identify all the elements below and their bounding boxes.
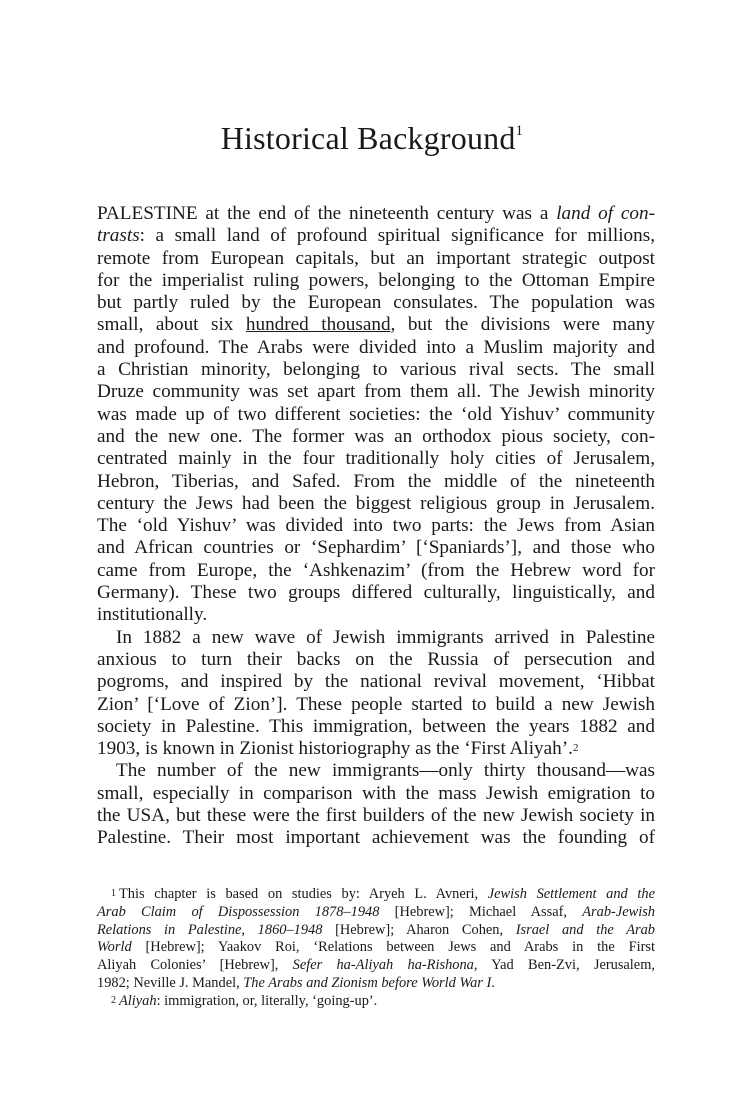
paragraph-2 — [97, 627, 655, 761]
text-run: at the end of the nineteenth century was a — [197, 203, 557, 224]
italic-phrase: The Arabs and Zionism before World War I — [243, 974, 492, 991]
chapter-title-text: Historical Background — [220, 120, 516, 156]
text-line: In 1882 a new wave of Jewish immigrants arrived in Palestine — [116, 626, 655, 648]
footnote-line — [97, 904, 655, 922]
italic-phrase: World — [97, 939, 132, 956]
text-line: remote from European capitals, but an important strategic outpost — [97, 247, 655, 269]
footnote-line — [97, 957, 655, 975]
text-line — [97, 314, 655, 336]
text-line — [97, 225, 655, 247]
text-line: and African countries or ‘Sephardim’ [‘Spaniards’], and those who — [97, 537, 655, 559]
footnotes — [97, 886, 655, 1011]
italic-phrase: Jewish Settlement and the — [487, 886, 655, 902]
footnote-2 — [97, 993, 655, 1011]
text-line: centrated mainly in the four traditionally holy cities of Jerusalem, — [97, 448, 655, 470]
footnote-mark: 1 — [111, 888, 116, 899]
text-run: [Hebrew]; Aharon Cohen, — [322, 921, 516, 938]
text-run: , but the divisions were many — [390, 314, 655, 336]
text-line — [97, 738, 655, 760]
italic-phrase: land of con- — [556, 203, 655, 224]
footnote-line — [97, 993, 655, 1011]
text-line: anxious to turn their backs on the Russia of persecution and — [97, 648, 655, 670]
text-line: The number of the new immigrants—only thirty thousand—was — [116, 760, 655, 782]
text-line: came from Europe, the ‘Ashkenazim’ (from the Hebrew word for — [97, 559, 655, 581]
text-line: Hebron, Tiberias, and Safed. From the middle of the nineteenth — [97, 470, 655, 492]
text-line: for the imperialist ruling powers, belonging to the Ottoman Empire — [97, 269, 655, 291]
italic-phrase: Arab Claim of Dispossession 1878–1948 — [97, 903, 380, 920]
italic-phrase: Israel and the Arab — [515, 921, 655, 938]
text-line: a Christian minority, belonging to various rival sects. The small — [97, 359, 655, 381]
italic-phrase: trasts — [97, 225, 140, 247]
title-footnote-mark: 1 — [515, 123, 524, 140]
italic-phrase: Aliyah — [119, 992, 157, 1009]
text-run: [Hebrew]; Yaakov Roi, ‘Relations between Jews and Arabs in the First — [131, 939, 655, 956]
text-run: small, about six — [97, 314, 246, 336]
text-line: and profound. The Arabs were divided into a Muslim majority and — [97, 336, 655, 358]
text-run: : a small land of profound spiritual significance for millions, — [139, 225, 655, 247]
footnote-line — [97, 886, 655, 904]
text-line: century the Jews had been the biggest religious group in Jerusalem. — [97, 492, 655, 514]
text-line: Zion’ [‘Love of Zion’]. These people started to build a new Jewish — [97, 693, 655, 715]
text-run: Aliyah Colonies’ [Hebrew], — [97, 957, 293, 974]
text-line: small, especially in comparison with the mass Jewish emigration to — [97, 782, 655, 804]
paragraph-3 — [97, 760, 655, 849]
footnote-line — [97, 922, 655, 940]
text-line: society in Palestine. This immigration, between the years 1882 and — [97, 715, 655, 737]
text-run: , Yad Ben-Zvi, Jerusalem, — [473, 957, 655, 974]
footnote-line — [97, 975, 655, 993]
text-line: the USA, but these were the first builders of the new Jewish society in — [97, 805, 655, 827]
italic-phrase: Sefer ha-Aliyah ha-Rishona — [292, 957, 474, 974]
footnote-1 — [97, 886, 655, 993]
text-run: 1982; Neville J. Mandel, — [97, 974, 244, 991]
text-line: but partly ruled by the European consulates. The population was — [97, 292, 655, 314]
text-run: 1903, is known in Zionist historiography as the ‘First Aliyah’. — [97, 738, 573, 760]
chapter-title — [0, 120, 744, 157]
text-line: was made up of two different societies: the ‘old Yishuv’ community — [97, 403, 655, 425]
text-line: Druze community was set apart from them all. The Jewish minority — [97, 381, 655, 403]
italic-phrase: Arab-Jewish — [582, 903, 655, 920]
text-line: Germany). These two groups differed culturally, linguistically, and — [97, 582, 655, 604]
text-line: The ‘old Yishuv’ was divided into two parts: the Jews from Asian — [97, 515, 655, 537]
text-run: This chapter is based on studies by: Aryeh L. Avneri, — [119, 886, 488, 902]
text-run: . — [491, 974, 495, 991]
main-text — [97, 203, 655, 850]
text-line: and the new one. The former was an orthodox pious society, con- — [97, 425, 655, 447]
text-line: pogroms, and inspired by the national revival movement, ‘Hibbat — [97, 671, 655, 693]
text-run: [Hebrew]; Michael Assaf, — [379, 903, 583, 920]
footnote-mark: 2 — [111, 994, 116, 1006]
footnote-ref: 2 — [572, 742, 579, 755]
text-run: : immigration, or, literally, ‘going-up’. — [156, 992, 378, 1009]
paragraph-1 — [97, 203, 655, 627]
text-line: institutionally. — [97, 604, 208, 626]
text-line: Palestine. Their most important achievement was the founding of — [97, 827, 655, 849]
footnote-line — [97, 939, 655, 957]
struck-phrase: hundred thousand — [245, 314, 391, 336]
text-line — [97, 203, 655, 225]
italic-phrase: Relations in Palestine, 1860–1948 — [97, 921, 323, 938]
small-caps-opening: PALESTINE — [97, 203, 198, 224]
